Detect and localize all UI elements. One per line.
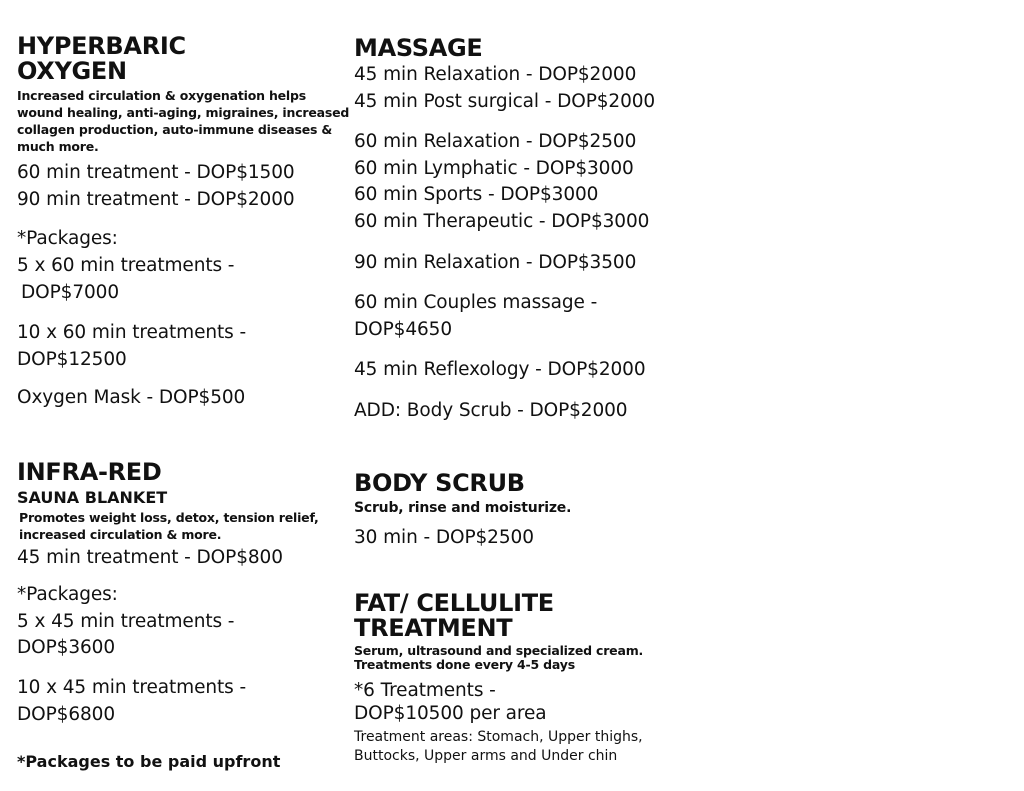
massage-couples-line2: DOP$4650 bbox=[354, 319, 453, 340]
massage-addon-body-scrub: ADD: Body Scrub - DOP$2000 bbox=[354, 400, 628, 421]
fat-cellulite-title-line1: FAT/ CELLULITE bbox=[354, 589, 554, 617]
infrared-title: INFRA-RED bbox=[17, 458, 162, 486]
hyperbaric-description-line3: collagen production, auto-immune diseases & bbox=[17, 122, 333, 137]
infrared-package2-line2: DOP$6800 bbox=[17, 704, 116, 725]
body-scrub-price: 30 min - DOP$2500 bbox=[354, 527, 534, 548]
hyperbaric-package1-line1: 5 x 60 min treatments - bbox=[17, 255, 235, 276]
body-scrub-description: Scrub, rinse and moisturize. bbox=[354, 500, 572, 516]
hyperbaric-oxygen-mask: Oxygen Mask - DOP$500 bbox=[17, 387, 246, 408]
fat-cellulite-price-line2: DOP$10500 per area bbox=[354, 703, 547, 724]
hyperbaric-package2-line1: 10 x 60 min treatments - bbox=[17, 322, 247, 343]
massage-title: MASSAGE bbox=[354, 34, 483, 62]
hyperbaric-treatment-90: 90 min treatment - DOP$2000 bbox=[17, 189, 295, 210]
massage-60-therapeutic: 60 min Therapeutic - DOP$3000 bbox=[354, 211, 650, 232]
hyperbaric-title-line1: HYPERBARIC bbox=[17, 32, 186, 60]
fat-cellulite-title-line2: TREATMENT bbox=[354, 614, 513, 642]
hyperbaric-description-line1: Increased circulation & oxygenation helps bbox=[17, 88, 306, 103]
infrared-subtitle: SAUNA BLANKET bbox=[17, 488, 168, 507]
packages-footnote: *Packages to be paid upfront bbox=[17, 752, 281, 771]
infrared-description-line2: increased circulation & more. bbox=[19, 527, 222, 542]
hyperbaric-title-line2: OXYGEN bbox=[17, 57, 127, 85]
massage-reflexology: 45 min Reflexology - DOP$2000 bbox=[354, 359, 646, 380]
hyperbaric-package1-line2: DOP$7000 bbox=[21, 282, 120, 303]
infrared-packages-label: *Packages: bbox=[17, 584, 118, 605]
fat-cellulite-description-line2: Treatments done every 4-5 days bbox=[354, 657, 575, 672]
infrared-package1-line2: DOP$3600 bbox=[17, 637, 116, 658]
hyperbaric-description-line4: much more. bbox=[17, 139, 99, 154]
massage-60-sports: 60 min Sports - DOP$3000 bbox=[354, 184, 599, 205]
fat-cellulite-areas-line1: Treatment areas: Stomach, Upper thighs, bbox=[354, 729, 643, 745]
hyperbaric-packages-label: *Packages: bbox=[17, 228, 118, 249]
massage-45-post-surgical: 45 min Post surgical - DOP$2000 bbox=[354, 91, 656, 112]
massage-45-relaxation: 45 min Relaxation - DOP$2000 bbox=[354, 64, 637, 85]
fat-cellulite-price-line1: *6 Treatments - bbox=[354, 680, 496, 701]
hyperbaric-treatment-60: 60 min treatment - DOP$1500 bbox=[17, 162, 295, 183]
massage-60-relaxation: 60 min Relaxation - DOP$2500 bbox=[354, 131, 637, 152]
infrared-treatment-45: 45 min treatment - DOP$800 bbox=[17, 547, 283, 568]
massage-90-relaxation: 90 min Relaxation - DOP$3500 bbox=[354, 252, 637, 273]
fat-cellulite-description-line1: Serum, ultrasound and specialized cream. bbox=[354, 643, 644, 658]
fat-cellulite-areas-line2: Buttocks, Upper arms and Under chin bbox=[354, 748, 618, 764]
body-scrub-title: BODY SCRUB bbox=[354, 469, 525, 497]
massage-60-lymphatic: 60 min Lymphatic - DOP$3000 bbox=[354, 158, 634, 179]
infrared-package2-line1: 10 x 45 min treatments - bbox=[17, 677, 247, 698]
massage-couples-line1: 60 min Couples massage - bbox=[354, 292, 598, 313]
infrared-package1-line1: 5 x 45 min treatments - bbox=[17, 611, 235, 632]
hyperbaric-package2-line2: DOP$12500 bbox=[17, 349, 127, 370]
hyperbaric-description-line2: wound healing, anti-aging, migraines, increased bbox=[17, 105, 350, 120]
infrared-description-line1: Promotes weight loss, detox, tension relief, bbox=[19, 510, 319, 525]
